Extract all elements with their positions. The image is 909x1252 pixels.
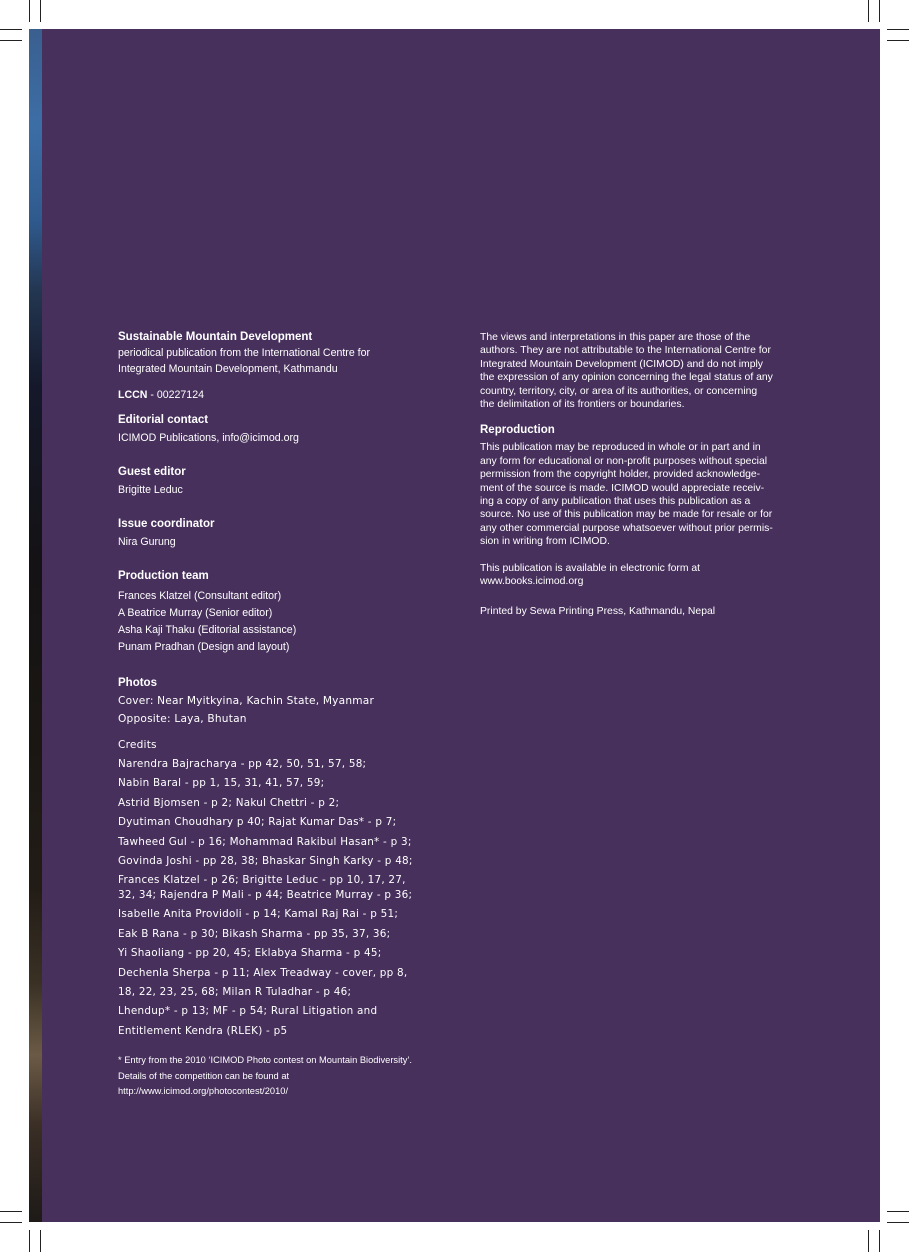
credit-line: Tawheed Gul - p 16; Mohammad Rakibul Hasan* - p 3; <box>118 835 412 848</box>
issue-coordinator-heading: Issue coordinator <box>118 518 215 530</box>
disclaimer-line: Integrated Mountain Development (ICIMOD) and do not imply <box>480 358 763 370</box>
publication-subtitle: periodical publication from the International Centre for <box>118 347 371 359</box>
production-team-member: Asha Kaji Thaku (Editorial assistance) <box>118 624 297 636</box>
footnote-line: * Entry from the 2010 ‘ICIMOD Photo contest on Mountain Biodiversity’. <box>118 1055 413 1066</box>
right-column <box>480 331 796 618</box>
editorial-contact-heading: Editorial contact <box>118 414 209 426</box>
crop-mark <box>29 0 30 22</box>
credits-list <box>118 755 448 1041</box>
credit-line: Nabin Baral - pp 1, 15, 31, 41, 57, 59; <box>118 777 325 790</box>
footnote-line: Details of the competition can be found at <box>118 1070 290 1081</box>
credit-line: Entitlement Kendra (RLEK) - p5 <box>118 1024 288 1037</box>
publication-subtitle: Integrated Mountain Development, Kathmandu <box>118 363 338 375</box>
printer-credit: Printed by Sewa Printing Press, Kathmandu, Nepal <box>480 605 716 617</box>
crop-mark <box>40 1230 41 1252</box>
electronic-line: This publication is available in electronic form at <box>480 562 701 574</box>
crop-mark <box>0 1211 22 1212</box>
credit-line: Yi Shaoliang - pp 20, 45; Eklabya Sharma - p 45; <box>118 947 382 960</box>
crop-mark <box>887 1222 909 1223</box>
editorial-contact: ICIMOD Publications, info@icimod.org <box>118 432 299 444</box>
disclaimer <box>480 331 796 411</box>
disclaimer-line: the expression of any opinion concerning the legal status of any <box>480 372 773 384</box>
credit-line: Isabelle Anita Providoli - p 14; Kamal Raj Rai - p 51; <box>118 908 399 921</box>
disclaimer-line: authors. They are not attributable to the International Centre for <box>480 345 771 357</box>
electronic-availability <box>480 562 796 589</box>
credit-line: 32, 34; Rajendra P Mali - p 44; Beatrice Murray - p 36; <box>118 889 413 902</box>
reproduction-line: This publication may be reproduced in whole or in part and in <box>480 442 761 454</box>
crop-mark <box>0 29 22 30</box>
crop-mark <box>887 40 909 41</box>
credit-line: Narendra Bajracharya - pp 42, 50, 51, 57, 58; <box>118 758 367 770</box>
reproduction-line: ing a copy of any publication that uses this publication as a <box>480 496 751 508</box>
credit-line: Lhendup* - p 13; MF - p 54; Rural Litigation and <box>118 1005 378 1018</box>
production-team-member: Punam Pradhan (Design and layout) <box>118 641 290 653</box>
crop-mark <box>0 1222 22 1223</box>
photos-cover: Cover: Near Myitkyina, Kachin State, Myanmar <box>118 695 375 707</box>
credit-line: Dechenla Sherpa - p 11; Alex Treadway - cover, pp 8, <box>118 966 408 979</box>
credit-line: Frances Klatzel - p 26; Brigitte Leduc - pp 10, 17, 27, <box>118 874 406 887</box>
left-column <box>118 330 448 1100</box>
lccn <box>118 387 448 403</box>
crop-mark <box>0 40 22 41</box>
imprint-page <box>29 29 880 1222</box>
reproduction-line: any other commercial purpose whatsoever without prior permis- <box>480 522 773 534</box>
reproduction-line: ment of the source is made. ICIMOD would appreciate receiv- <box>480 482 765 494</box>
reproduction-line: permission from the copyright holder, provided acknowledge- <box>480 469 761 481</box>
production-team-member: A Beatrice Murray (Senior editor) <box>118 607 273 619</box>
credit-line: Eak B Rana - p 30; Bikash Sharma - pp 35, 37, 36; <box>118 927 391 940</box>
crop-mark <box>879 0 880 22</box>
lccn-value: - 00227124 <box>147 389 204 401</box>
lccn-label: LCCN <box>118 389 148 401</box>
crop-mark <box>868 0 869 22</box>
production-team-member: Frances Klatzel (Consultant editor) <box>118 590 282 602</box>
crop-mark <box>29 1230 30 1252</box>
production-team-list <box>118 588 448 656</box>
guest-editor: Brigitte Leduc <box>118 484 183 496</box>
production-team-heading: Production team <box>118 570 209 582</box>
disclaimer-line: The views and interpretations in this paper are those of the <box>480 332 751 343</box>
guest-editor-heading: Guest editor <box>118 466 186 478</box>
crop-mark <box>879 1230 880 1252</box>
reproduction-line: sion in writing from ICIMOD. <box>480 536 610 548</box>
credit-line: Dyutiman Choudhary p 40; Rajat Kumar Das* - p 7; <box>118 816 397 829</box>
reproduction-text <box>480 441 796 548</box>
reproduction-heading: Reproduction <box>480 424 555 437</box>
credit-line: 18, 22, 23, 25, 68; Milan R Tuladhar - p 46; <box>118 986 352 999</box>
cover-photo-edge <box>29 29 42 1222</box>
photos-opposite: Opposite: Laya, Bhutan <box>118 713 247 725</box>
credit-line: Astrid Bjomsen - p 2; Nakul Chettri - p 2; <box>118 796 340 809</box>
issue-coordinator: Nira Gurung <box>118 536 176 548</box>
crop-mark <box>40 0 41 22</box>
footnote <box>118 1053 448 1100</box>
photos-heading: Photos <box>118 677 157 689</box>
disclaimer-line: country, territory, city, or area of its authorities, or concerning <box>480 385 758 397</box>
crop-mark <box>887 29 909 30</box>
electronic-line: www.books.icimod.org <box>480 576 584 588</box>
footnote-line: http://www.icimod.org/photocontest/2010/ <box>118 1086 289 1097</box>
reproduction-line: source. No use of this publication may be made for resale or for <box>480 509 773 521</box>
crop-mark <box>868 1230 869 1252</box>
disclaimer-line: the delimitation of its frontiers or boundaries. <box>480 399 685 411</box>
credit-line: Govinda Joshi - pp 28, 38; Bhaskar Singh Karky - p 48; <box>118 855 413 868</box>
credits-heading: Credits <box>118 739 157 751</box>
publication-title: Sustainable Mountain Development <box>118 331 313 343</box>
reproduction-line: any form for educational or non-profit purposes without special <box>480 455 768 467</box>
crop-mark <box>887 1211 909 1212</box>
